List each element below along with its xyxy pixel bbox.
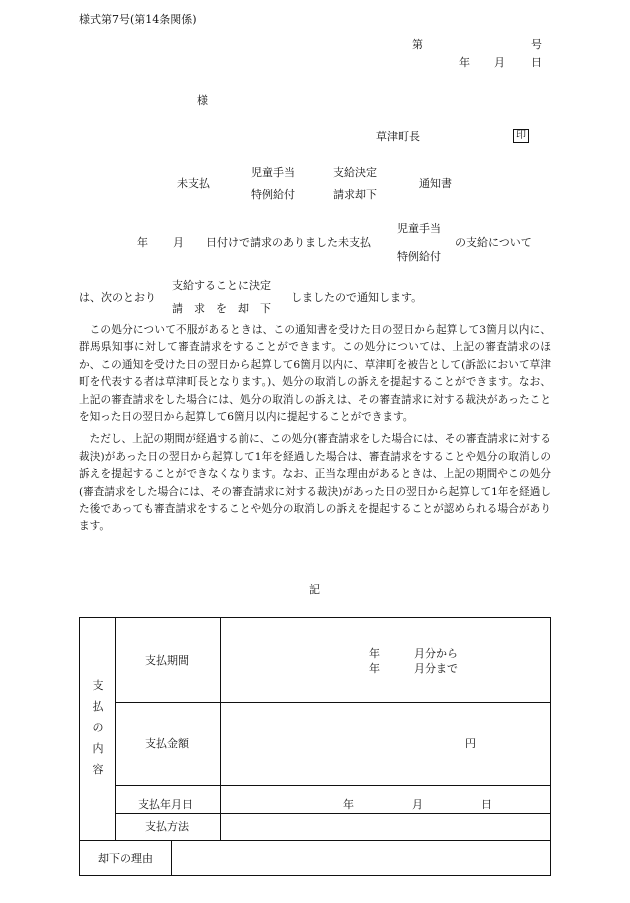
date-day: 日 [531, 56, 542, 69]
document-number-prefix: 第 [412, 38, 423, 51]
ki-heading: 記 [309, 583, 320, 596]
title-option-claim-rejection: 請求却下 [333, 188, 377, 201]
title-lead: 未支払 [177, 177, 210, 190]
payment-method-label: 支払方法 [145, 820, 189, 833]
date-month: 月 [494, 56, 505, 69]
title-option-special-benefit: 特例給付 [251, 188, 295, 201]
document-number-suffix: 号 [531, 38, 542, 51]
intro-text-1: 日付けで請求のありました未支払 [206, 236, 371, 249]
addressee-honorific: 様 [197, 94, 208, 107]
payment-details-table [79, 617, 551, 876]
deadline-paragraph: ただし、上記の期間が経過する前に、この処分(審査請求をした場合には、その審査請求に対する裁決)があった日の翌日から起算して1年を経過した場合は、審査請求をすることや処分の取消しの訴えを提起することができなくなります。なお、正当な理由があるときは、上記の期間やこの処分(審査請求をした場合には、その審査請求に対する裁決)があった日の翌日から起算して1年を経過した後であっても審査請求をすることや処分の取消しの訴えを提起することが認められる場合があります。 [79, 433, 551, 533]
payment-date-day: 日 [481, 798, 492, 811]
intro-option-decide-payment: 支給することに決定 [172, 279, 271, 292]
seal-mark: 印 [513, 129, 529, 143]
notice-body [79, 322, 551, 536]
issuer-name: 草津町長 [376, 130, 420, 143]
appeal-paragraph: この処分について不服があるときは、この通知書を受けた日の翌日から起算して3箇月以内に、群馬県知事に対して審査請求をすることができます。この処分については、上記の審査請求のほか、この通知を受けた日の翌日から起算して6箇月以内に、草津町を被告として(訴訟において草津町を代表する者は草津町長となります。)、処分の取消しの訴えを提起することができます。なお、上記の審査請求をした場合には、処分の取消しの訴えは、その審査請求に対する裁決があったことを知った日の翌日から起算して6箇月以内に提起することができます。 [79, 324, 551, 424]
intro-text-4: しましたので通知します。 [291, 291, 423, 304]
date-year: 年 [459, 56, 470, 69]
intro-month: 月 [173, 236, 184, 249]
payment-date-label: 支払年月日 [138, 798, 193, 811]
rejection-reason-label: 却下の理由 [98, 852, 153, 865]
payment-date-month: 月 [412, 798, 423, 811]
title-option-payment-decision: 支給決定 [333, 166, 377, 179]
intro-text-3: は、次のとおり [79, 291, 156, 304]
form-number: 様式第7号(第14条関係) [79, 13, 197, 26]
intro-text-2: の支給について [455, 236, 532, 249]
payment-period-label: 支払期間 [145, 654, 189, 667]
payment-contents-label: 支 払 の 内 容 [92, 679, 104, 776]
payment-period-to: 月分まで [414, 662, 458, 675]
intro-option-child-allowance: 児童手当 [397, 222, 441, 235]
payment-amount-label: 支払金額 [145, 737, 189, 750]
title-option-child-allowance: 児童手当 [251, 166, 295, 179]
payment-amount-unit: 円 [465, 737, 476, 750]
payment-date-year: 年 [343, 798, 354, 811]
title-tail: 通知書 [419, 177, 452, 190]
payment-period-from: 月分から [414, 647, 458, 660]
payment-period-year-to: 年 [369, 662, 380, 675]
intro-option-special-benefit: 特例給付 [397, 250, 441, 263]
intro-option-reject-claim: 請 求 を 却 下 [172, 302, 271, 315]
payment-period-year-from: 年 [369, 647, 380, 660]
intro-year: 年 [137, 236, 148, 249]
